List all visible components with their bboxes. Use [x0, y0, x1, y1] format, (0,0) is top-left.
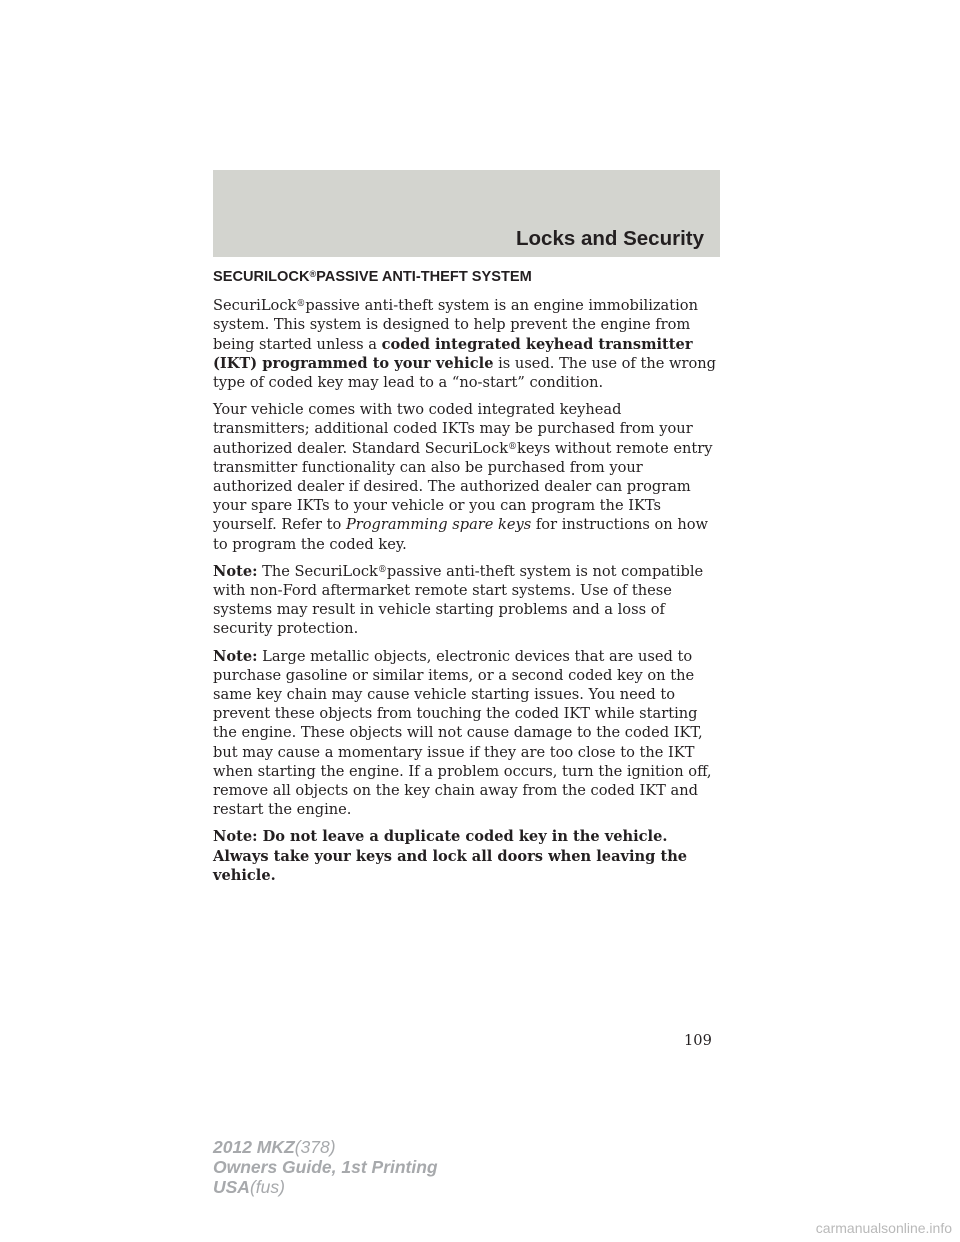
note-metallic-objects	[213, 647, 720, 820]
p2-registered-mark: ®	[508, 441, 518, 452]
footer-model-code: (378)	[294, 1137, 336, 1157]
p1-registered-mark: ®	[296, 299, 306, 310]
footer-market-code: (fus)	[249, 1177, 285, 1197]
p1-bold-text: coded integrated keyhead transmitter (IKT) programmed to your vehicle	[213, 335, 693, 372]
footer-market: USA	[213, 1177, 250, 1197]
footer-line-1	[213, 1137, 438, 1157]
p1-text-c: is used. The use of the wrong type of coded key may lead to a “no-start” condition.	[213, 354, 716, 392]
watermark: carmanualsonline.info	[815, 1220, 952, 1236]
heading-rest: PASSIVE ANTI-THEFT SYSTEM	[316, 269, 532, 285]
note-duplicate-key	[213, 827, 720, 885]
note1-text-b: passive anti-theft system is not compatible with non-Ford aftermarket remote start systems. Use of these systems may result in vehicle starting problems and a loss of security protection.	[213, 562, 704, 638]
section-header-band	[213, 170, 720, 257]
paragraph-keys	[213, 400, 720, 554]
print-footer	[213, 1137, 438, 1197]
note1-label: Note:	[213, 562, 258, 580]
note1-text-a: The SecuriLock	[257, 562, 378, 580]
paragraph-intro	[213, 296, 720, 392]
footer-printing: Owners Guide, 1st Printing	[213, 1157, 438, 1177]
section-heading	[213, 268, 720, 287]
footer-line-3	[213, 1177, 438, 1197]
section-title: Locks and Security	[516, 227, 704, 250]
heading-brand: SECURILOCK	[213, 269, 310, 285]
note1-registered-mark: ®	[377, 564, 387, 575]
p1-text-a: SecuriLock	[213, 297, 297, 315]
p2-text-c: for instructions on how to program the coded key.	[213, 516, 709, 553]
footer-line-2	[213, 1157, 438, 1177]
heading-registered-mark: ®	[309, 269, 317, 279]
p2-text-b: keys without remote entry transmitter functionality can also be purchased from your authorized dealer if desired. The authorized dealer can program your spare IKTs to your vehicle or you can program the IKTs yourself. Refer to	[213, 439, 713, 534]
note2-text: Large metallic objects, electronic devices that are used to purchase gasoline or similar items, or a second coded key on the same key chain may cause vehicle starting issues. You need to prevent these objects from touching the coded IKT while starting the engine. These objects will not cause damage to the coded IKT, but may cause a momentary issue if they are too close to the IKT when starting the engine. If a problem occurs, turn the ignition off, remove all objects on the key chain away from the coded IKT and restart the engine.	[213, 647, 712, 819]
page-number: 109	[684, 1032, 712, 1049]
p2-text-a: Your vehicle comes with two coded integrated keyhead transmitters; additional coded IKTs may be purchased from your authorized dealer. Standard SecuriLock	[213, 401, 693, 457]
p2-italic-reference: Programming spare keys	[345, 516, 532, 534]
note-compatibility	[213, 562, 720, 639]
page-content	[213, 268, 720, 893]
footer-model: 2012 MKZ	[213, 1137, 295, 1157]
note3-text: Note: Do not leave a duplicate coded key in the vehicle. Always take your keys and lock all doors when leaving the vehicle.	[213, 828, 688, 884]
note2-label: Note:	[213, 647, 258, 665]
p1-text-b: passive anti-theft system is an engine immobilization system. This system is designed to help prevent the engine from being started unless a	[213, 297, 698, 353]
